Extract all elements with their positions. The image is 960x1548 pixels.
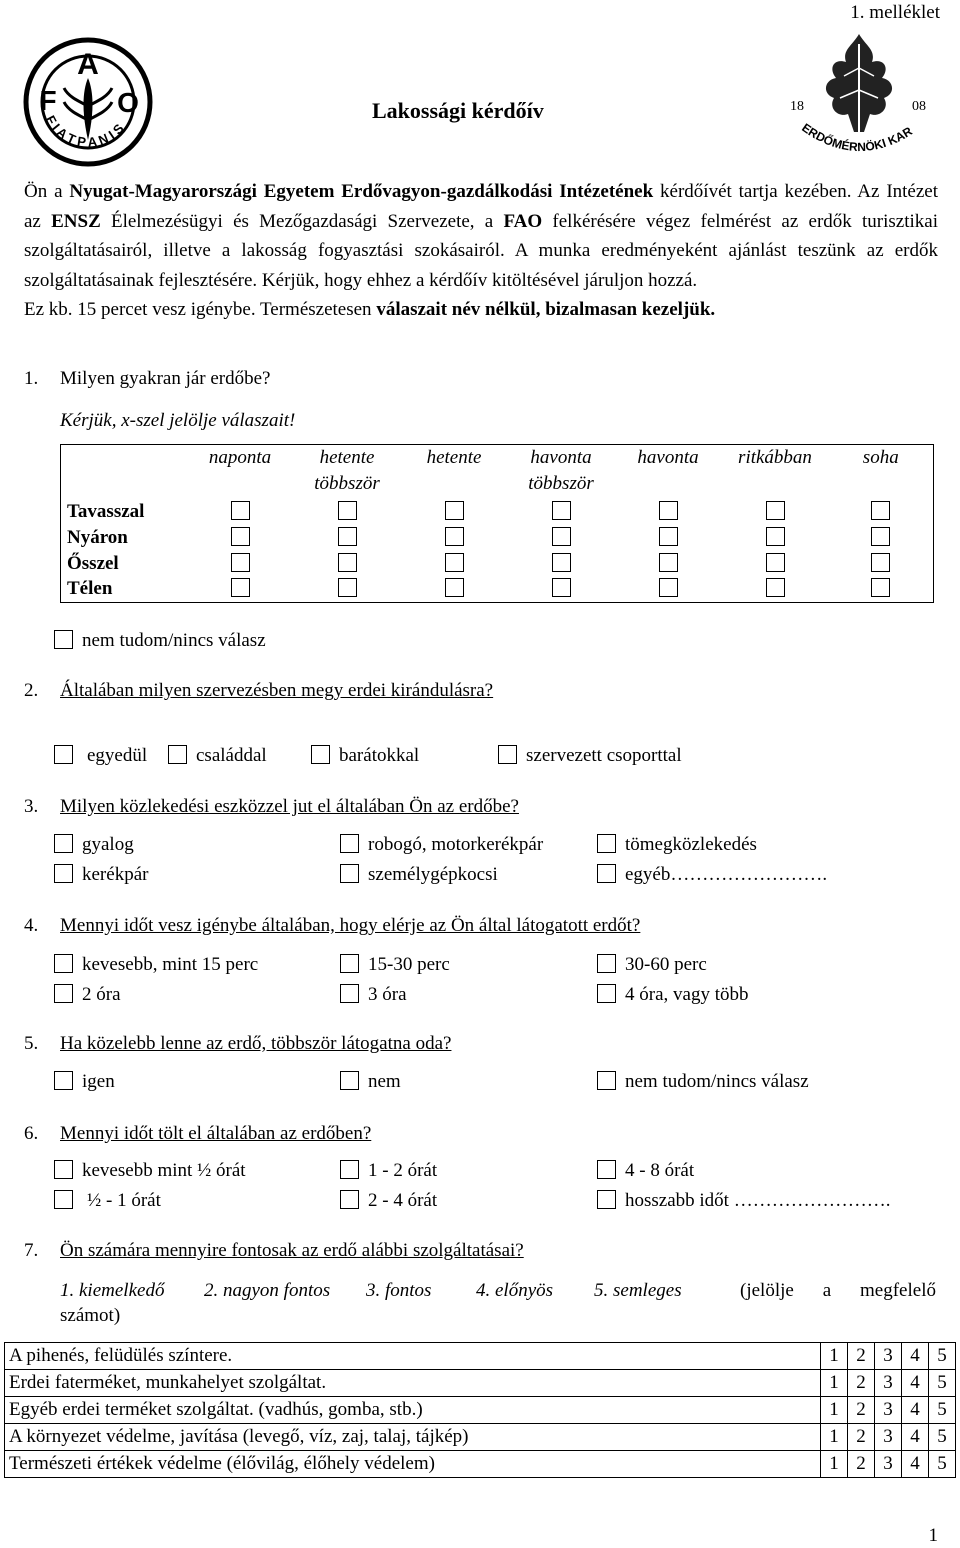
col-havonta: havonta (637, 447, 699, 468)
rating-1[interactable]: 1 (821, 1451, 848, 1478)
checkbox[interactable] (597, 1190, 616, 1209)
table-row (5, 1424, 956, 1451)
checkbox[interactable] (766, 527, 785, 546)
checkbox[interactable] (54, 864, 73, 883)
question-6: 6. Mennyi időt tölt el általában az erdőben? (24, 1123, 372, 1144)
page-number: 1 (928, 1525, 938, 1546)
question-1-text: Milyen gyakran jár erdőbe? (60, 368, 271, 389)
checkbox[interactable] (338, 578, 357, 597)
fao-logo (22, 36, 154, 168)
checkbox[interactable] (597, 1160, 616, 1179)
question-1: 1. Milyen gyakran jár erdőbe? (24, 368, 271, 389)
question-3: 3. Milyen közlekedési eszközzel jut el általában Ön az erdőbe? (24, 796, 519, 817)
checkbox[interactable] (231, 553, 250, 572)
scale-3: 3. fontos (366, 1280, 432, 1301)
rating-3[interactable]: 3 (875, 1451, 902, 1478)
checkbox[interactable] (871, 527, 890, 546)
checkbox[interactable] (445, 553, 464, 572)
checkbox[interactable] (338, 527, 357, 546)
rating-1[interactable]: 1 (821, 1397, 848, 1424)
table-row (61, 499, 934, 525)
option-lt-half-hour[interactable]: kevesebb mint ½ órát (54, 1160, 246, 1182)
option-yes[interactable]: igen (54, 1071, 115, 1093)
option-organized-group[interactable]: szervezett csoporttal (498, 745, 682, 767)
checkbox[interactable] (766, 578, 785, 597)
option-4h-plus[interactable]: 4 óra, vagy több (597, 984, 748, 1006)
page-title: Lakossági kérdőív (372, 98, 544, 123)
rating-1[interactable]: 1 (821, 1370, 848, 1397)
row-tavasszal: Tavasszal (67, 500, 145, 522)
checkbox[interactable] (871, 578, 890, 597)
row-nyaron: Nyáron (67, 526, 128, 548)
question-3-text: Milyen közlekedési eszközzel jut el általában Ön az erdőbe? (60, 796, 519, 817)
checkbox[interactable] (597, 1071, 616, 1090)
rating-2[interactable]: 2 (848, 1397, 875, 1424)
col-havonta-tobbszor: havonta többször (528, 447, 594, 494)
emblem-year-left: 18 (790, 99, 804, 114)
rating-1[interactable]: 1 (821, 1424, 848, 1451)
option-1-2h[interactable]: 1 - 2 órát (340, 1160, 437, 1182)
service-label: A környezet védelme, javítása (levegő, víz, zaj, talaj, tájkép) (5, 1424, 821, 1451)
checkbox[interactable] (54, 745, 73, 764)
table-row (61, 577, 934, 603)
service-label: Erdei faterméket, munkahelyet szolgáltat. (5, 1370, 821, 1397)
col-ritkabban: ritkábban (738, 447, 812, 468)
question-1-hint: Kérjük, x-szel jelölje válaszait! (60, 410, 296, 431)
option-motorbike[interactable]: robogó, motorkerékpár (340, 834, 543, 856)
option-15-30min[interactable]: 15-30 perc (340, 954, 450, 976)
checkbox[interactable] (311, 745, 330, 764)
option-other[interactable]: egyéb……………………. (597, 864, 827, 886)
service-label: A pihenés, felüdülés színtere. (5, 1343, 821, 1370)
annex-label: 1. melléklet (850, 2, 940, 23)
checkbox[interactable] (340, 1071, 359, 1090)
rating-5[interactable]: 5 (929, 1343, 956, 1370)
scale-4: 4. előnyös (476, 1280, 554, 1301)
fao-letter-a: A (77, 48, 99, 81)
rating-3[interactable]: 3 (875, 1397, 902, 1424)
checkbox[interactable] (659, 527, 678, 546)
checkbox[interactable] (54, 630, 73, 649)
checkbox[interactable] (231, 501, 250, 520)
table-row (5, 1451, 956, 1478)
scale-note: (jelölje a megfelelő (740, 1280, 936, 1301)
checkbox[interactable] (659, 578, 678, 597)
intro-paragraph-2: Ez kb. 15 percet vesz igénybe. Természetesen válaszait név nélkül, bizalmasan kezeljük. (24, 299, 716, 320)
checkbox[interactable] (552, 501, 571, 520)
emblem-motto: ERDŐMÉRNÖKI KAR (799, 120, 915, 155)
question-5-text: Ha közelebb lenne az erdő, többször látogatna oda? (60, 1033, 452, 1054)
option-car[interactable]: személygépkocsi (340, 864, 498, 886)
checkbox[interactable] (338, 501, 357, 520)
checkbox[interactable] (766, 553, 785, 572)
checkbox[interactable] (340, 984, 359, 1003)
service-label: Természeti értékek védelme (élővilág, élőhely védelem) (5, 1451, 821, 1478)
rating-4[interactable]: 4 (902, 1343, 929, 1370)
checkbox[interactable] (871, 553, 890, 572)
rating-4[interactable]: 4 (902, 1451, 929, 1478)
checkbox[interactable] (871, 501, 890, 520)
rating-4[interactable]: 4 (902, 1397, 929, 1424)
checkbox[interactable] (54, 834, 73, 853)
rating-5[interactable]: 5 (929, 1424, 956, 1451)
option-2-4h[interactable]: 2 - 4 órát (340, 1190, 437, 1212)
question-4: 4. Mennyi időt vesz igénybe általában, hogy elérje az Ön által látogatott erdőt? (24, 915, 641, 936)
fao-motto: F I A T P A N I S (42, 112, 127, 150)
services-table (4, 1342, 956, 1478)
rating-2[interactable]: 2 (848, 1424, 875, 1451)
table-row (61, 551, 934, 577)
table-row (5, 1397, 956, 1424)
rating-2[interactable]: 2 (848, 1370, 875, 1397)
option-lt-15min[interactable]: kevesebb, mint 15 perc (54, 954, 258, 976)
rating-1[interactable]: 1 (821, 1343, 848, 1370)
checkbox[interactable] (340, 1190, 359, 1209)
checkbox[interactable] (659, 553, 678, 572)
question-7-text: Ön számára mennyire fontosak az erdő alábbi szolgáltatásai? (60, 1240, 524, 1261)
question-7: 7. Ön számára mennyire fontosak az erdő alábbi szolgáltatásai? (24, 1240, 524, 1261)
question-2-text: Általában milyen szervezésben megy erdei kirándulásra? (60, 680, 494, 701)
university-emblem (784, 28, 934, 168)
option-friends[interactable]: barátokkal (311, 745, 419, 767)
option-bicycle[interactable]: kerékpár (54, 864, 148, 886)
rating-3[interactable]: 3 (875, 1370, 902, 1397)
option-4-8h[interactable]: 4 - 8 órát (597, 1160, 694, 1182)
checkbox[interactable] (54, 1071, 73, 1090)
checkbox[interactable] (445, 501, 464, 520)
checkbox[interactable] (340, 834, 359, 853)
col-soha: soha (862, 447, 899, 468)
checkbox[interactable] (597, 864, 616, 883)
emblem-year-right: 08 (912, 99, 926, 114)
option-dont-know[interactable]: nem tudom/nincs válasz (597, 1071, 809, 1093)
intro-text (24, 177, 938, 325)
checkbox[interactable] (340, 864, 359, 883)
checkbox[interactable] (552, 527, 571, 546)
checkbox[interactable] (168, 745, 187, 764)
question-2: 2. Általában milyen szervezésben megy erdei kirándulásra? (24, 680, 494, 701)
rating-5[interactable]: 5 (929, 1397, 956, 1424)
question-4-text: Mennyi időt vesz igénybe általában, hogy elérje az Ön által látogatott erdőt? (60, 915, 641, 936)
rating-5[interactable]: 5 (929, 1451, 956, 1478)
option-no-answer[interactable]: nem tudom/nincs válasz (54, 630, 266, 652)
checkbox[interactable] (445, 527, 464, 546)
frequency-table (60, 444, 934, 603)
checkbox[interactable] (231, 527, 250, 546)
rating-2[interactable]: 2 (848, 1451, 875, 1478)
service-label: Egyéb erdei terméket szolgáltat. (vadhús, gomba, stb.) (5, 1397, 821, 1424)
checkbox[interactable] (54, 1190, 73, 1209)
row-telen: Télen (67, 578, 113, 600)
option-longer[interactable]: hosszabb időt ……………………. (597, 1190, 890, 1212)
checkbox[interactable] (766, 501, 785, 520)
checkbox[interactable] (54, 984, 73, 1003)
option-3h[interactable]: 3 óra (340, 984, 407, 1006)
intro-paragraph-1: Ön a Nyugat-Magyarországi Egyetem Erdővagyon-gazdálkodási Intézetének kérdőívét tartja kezében. Az Intézet az ENSZ Élelmezésügyi és Mezőgazdasági Szervezete, a FAO felkérésére végez felmérést az erdők turisztikai szolgáltatásairól, illetve a lakosság fogyasztási szokásairól. A munka eredményeként ajánlást teszünk az erdők szolgáltatásainak fejlesztésére. Kérjük, hogy ehhez a kérdőív kitöltésével járuljon hozzá. (24, 181, 938, 291)
scale-1: 1. kiemelkedő (60, 1280, 165, 1301)
row-osszel: Ősszel (67, 552, 119, 574)
option-30-60min[interactable]: 30-60 perc (597, 954, 707, 976)
option-family[interactable]: családdal (168, 745, 267, 767)
checkbox[interactable] (231, 578, 250, 597)
rating-2[interactable]: 2 (848, 1343, 875, 1370)
checkbox[interactable] (54, 954, 73, 973)
col-hetente: hetente (426, 447, 482, 468)
checkbox[interactable] (597, 954, 616, 973)
option-public-transport[interactable]: tömegközlekedés (597, 834, 757, 856)
checkbox[interactable] (552, 553, 571, 572)
checkbox[interactable] (338, 553, 357, 572)
table-row (5, 1370, 956, 1397)
scale-note-end: számot) (60, 1305, 121, 1326)
checkbox[interactable] (597, 834, 616, 853)
rating-3[interactable]: 3 (875, 1343, 902, 1370)
fao-letter-f: F (39, 85, 57, 116)
checkbox[interactable] (54, 1160, 73, 1179)
col-hetente-tobbszor: hetente többször (314, 447, 380, 494)
option-alone[interactable]: egyedül (54, 745, 147, 767)
checkbox[interactable] (445, 578, 464, 597)
option-2h[interactable]: 2 óra (54, 984, 121, 1006)
table-row (5, 1343, 956, 1370)
option-no[interactable]: nem (340, 1071, 401, 1093)
question-5: 5. Ha közelebb lenne az erdő, többször látogatna oda? (24, 1033, 452, 1054)
fao-letter-o: O (117, 87, 139, 118)
checkbox[interactable] (597, 984, 616, 1003)
checkbox[interactable] (498, 745, 517, 764)
checkbox[interactable] (340, 1160, 359, 1179)
checkbox[interactable] (552, 578, 571, 597)
checkbox[interactable] (659, 501, 678, 520)
table-row (61, 525, 934, 551)
option-half-1h[interactable]: ½ - 1 órát (54, 1190, 161, 1212)
col-naponta: naponta (208, 447, 272, 468)
rating-3[interactable]: 3 (875, 1424, 902, 1451)
option-walk[interactable]: gyalog (54, 834, 134, 856)
checkbox[interactable] (340, 954, 359, 973)
rating-4[interactable]: 4 (902, 1370, 929, 1397)
scale-5: 5. semleges (594, 1280, 682, 1301)
scale-2: 2. nagyon fontos (204, 1280, 331, 1301)
question-6-text: Mennyi időt tölt el általában az erdőben? (60, 1123, 372, 1144)
rating-4[interactable]: 4 (902, 1424, 929, 1451)
rating-5[interactable]: 5 (929, 1370, 956, 1397)
